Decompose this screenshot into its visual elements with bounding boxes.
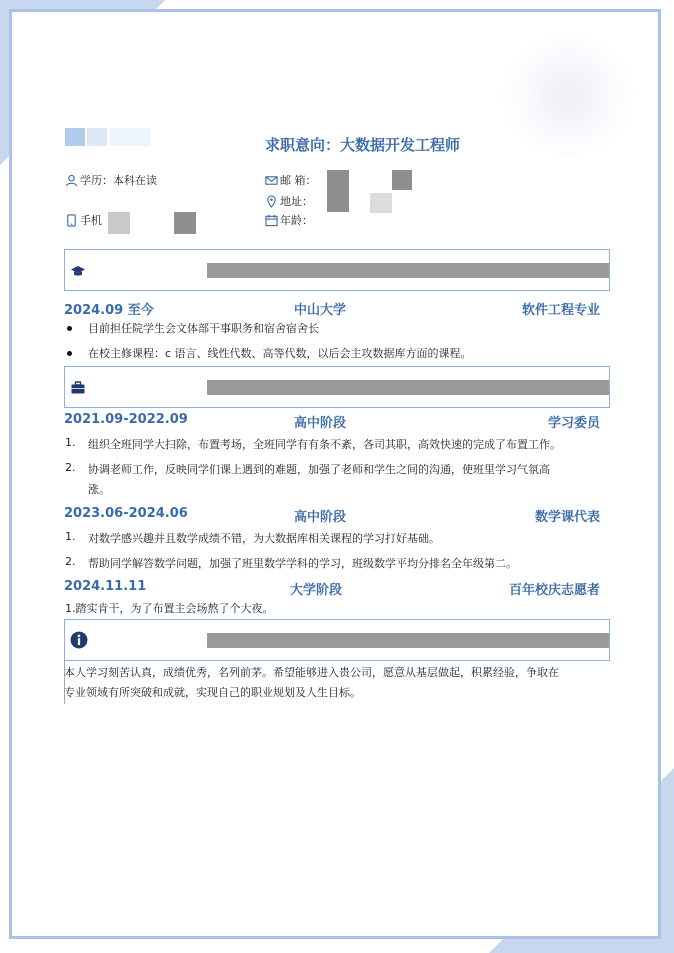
- experience-item: 帮助同学解答数学问题，加强了班里数学学科的学习，班级数学平均分排名全年级第二。: [88, 557, 517, 570]
- experience-item: 组织全班同学大扫除，布置考场，全班同学有有条不紊，各司其职，高效快速的完成了布置工作。: [88, 438, 561, 451]
- name-redacted-3: [110, 128, 150, 146]
- education-period: 2024.09 至今: [64, 303, 154, 318]
- experience-item-continued: 涨。: [88, 483, 110, 496]
- section-header-experience: [64, 366, 610, 408]
- email-redacted-1: [327, 170, 349, 192]
- address-label: 地址：: [280, 195, 313, 208]
- job-objective: 求职意向：大数据开发工程师: [265, 136, 461, 154]
- experience-role: 学习委员: [547, 416, 600, 431]
- item-number: 2.: [65, 461, 76, 474]
- experience-period: 2023.06-2024.06: [64, 506, 188, 521]
- address-redacted-1: [327, 192, 349, 212]
- info-age: [265, 212, 313, 228]
- address-redacted-2: [370, 193, 392, 213]
- info-icon: [70, 631, 88, 649]
- experience-item: 对数学感兴趣并且数学成绩不错，为大数据库相关课程的学习打好基础。: [88, 532, 440, 545]
- experience-stage: 高中阶段: [294, 416, 347, 431]
- experience-role: 数学课代表: [534, 510, 600, 525]
- email-label: 邮 箱：: [280, 174, 317, 187]
- education-major: 软件工程专业: [521, 303, 600, 318]
- graduation-cap-icon: [70, 263, 86, 279]
- info-email: [265, 172, 317, 188]
- bullet-dot: [67, 326, 72, 331]
- item-number: 2.: [65, 555, 76, 568]
- experience-stage: 大学阶段: [290, 583, 343, 598]
- mail-icon: [265, 174, 278, 187]
- calendar-icon: [265, 214, 278, 227]
- briefcase-icon: [70, 380, 86, 396]
- name-redacted-2: [87, 128, 107, 146]
- experience-period: 2024.11.11: [64, 579, 147, 594]
- education-school: 中山大学: [294, 303, 347, 318]
- experience-period: 2021.09-2022.09: [64, 412, 188, 427]
- item-number: 1.: [65, 436, 76, 449]
- experience-row: [64, 579, 600, 597]
- section-title-redacted: [207, 633, 609, 648]
- experience-item: 协调老师工作，反映同学们课上遇到的难题，加强了老师和学生之间的沟通，使班里学习气氛高: [88, 463, 550, 476]
- experience-row: [64, 506, 600, 524]
- experience-row: [64, 412, 600, 430]
- education-level: 学历：本科在读: [80, 174, 157, 187]
- item-number: 1.: [65, 530, 76, 543]
- phone-label: 手机: [80, 214, 102, 227]
- info-education: [65, 172, 157, 188]
- info-phone: [65, 212, 102, 228]
- user-icon: [65, 174, 78, 187]
- name-redacted-1: [65, 128, 85, 146]
- section-title-redacted: [207, 380, 609, 395]
- phone-redacted-2: [174, 212, 196, 234]
- age-label: 年龄：: [280, 214, 313, 227]
- self-evaluation: [64, 663, 609, 703]
- education-bullet: 在校主修课程：c 语言、线性代数、高等代数，以后会主攻数据库方面的课程。: [88, 347, 472, 360]
- email-redacted-2: [392, 170, 412, 190]
- education-row: [64, 299, 600, 317]
- location-icon: [265, 195, 278, 208]
- self-eval-line: 专业领域有所突破和成就，实现自己的职业规划及人生目标。: [64, 686, 361, 699]
- section-header-education: [64, 249, 610, 291]
- decorative-glow: [493, 35, 643, 155]
- experience-item: 1.踏实肯干，为了布置主会场熬了个大夜。: [65, 602, 274, 615]
- self-eval-line: 本人学习刻苦认真，成绩优秀，名列前茅。希望能够进入贵公司，愿意从基层做起，积累经验，争取在: [64, 666, 559, 679]
- section-header-self-evaluation: [64, 619, 610, 661]
- bullet-dot: [67, 351, 72, 356]
- info-address: [265, 193, 313, 209]
- experience-stage: 高中阶段: [294, 510, 347, 525]
- education-bullet: 目前担任院学生会文体部干事职务和宿舍宿舍长: [88, 322, 319, 335]
- section-title-redacted: [207, 263, 609, 278]
- phone-redacted-1: [108, 212, 130, 234]
- experience-role: 百年校庆志愿者: [508, 583, 600, 598]
- phone-icon: [65, 214, 78, 227]
